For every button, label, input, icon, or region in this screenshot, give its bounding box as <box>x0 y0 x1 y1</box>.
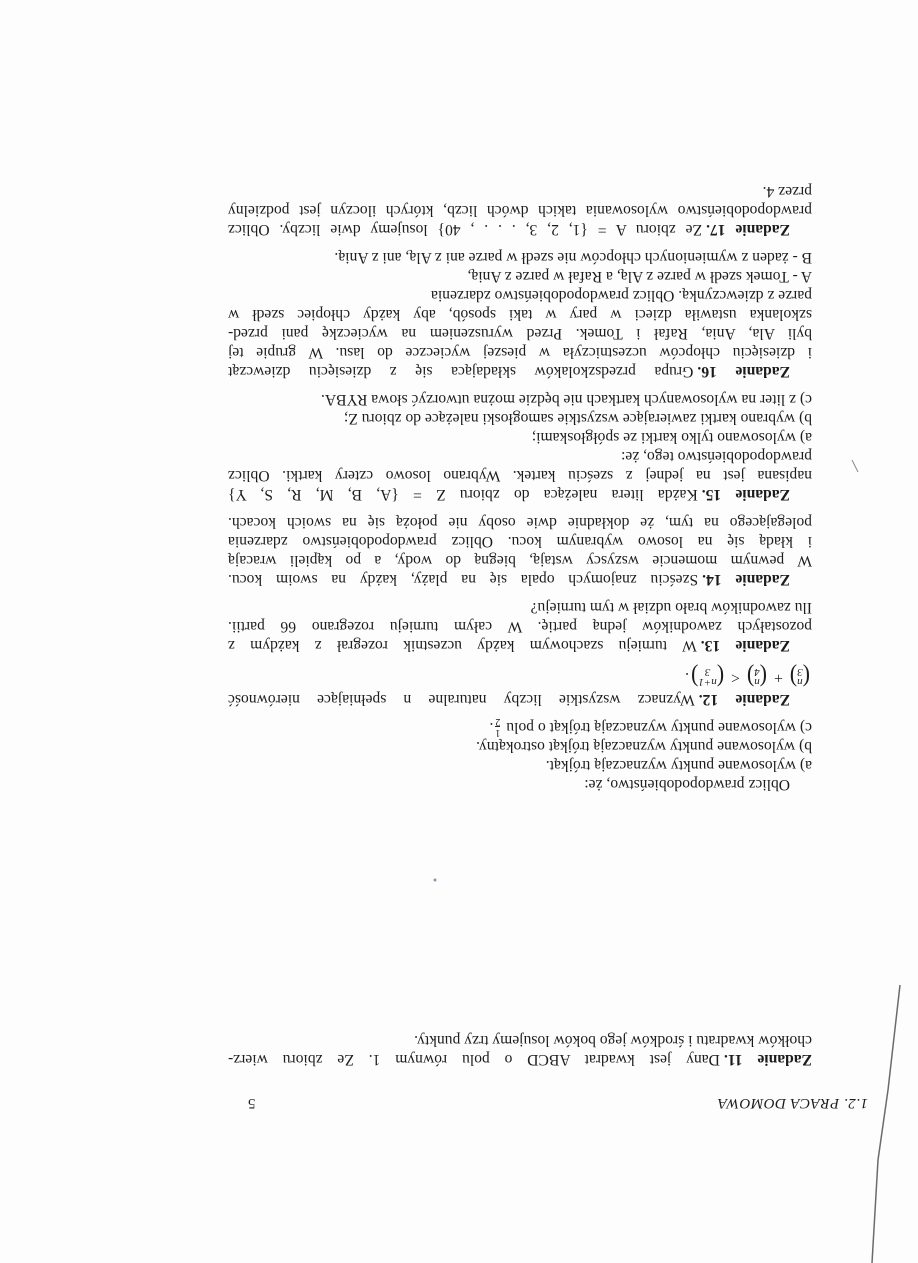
task-line: byli Ala, Ania, Rafał i Tomek. Przed wyruszeniem na wycieczkę pani przed- <box>228 325 812 342</box>
task-line: chołków kwadratu i środków jego boków losujemy trzy punkty. <box>414 1032 812 1049</box>
task-14 <box>228 513 812 589</box>
fraction-denominator: 2 <box>495 716 501 727</box>
section-title: 1.2. PRACA DOMOWA <box>717 1095 868 1111</box>
task-line: W pewnym momencie wszyscy wstają, biegną do wody, a po kąpieli wracają <box>228 552 812 569</box>
task-label: Zadanie 14. <box>702 571 790 588</box>
task-text: Wyznacz wszystkie liczby naturalne n spełniające nierówność <box>227 691 695 708</box>
task-line: B - żaden z wymienionych chłopców nie szedł w parze ani z Alą, ani z Anią. <box>334 249 812 266</box>
task-line: pozostałych zawodników jedną partię. W całym turnieju rozegrano 66 partii. <box>228 618 812 635</box>
task-line: a) wylosowane punkty wyznaczają trójkąt. <box>545 757 812 774</box>
running-header <box>248 1091 868 1111</box>
task-text: Sześciu znajomych opala się na plaży, każdy na swoim kocu. <box>228 571 699 588</box>
task-16 <box>228 248 812 381</box>
binom-top: n <box>754 676 760 688</box>
task-text: Każda litera należąca do zbioru Z = {A, B, M, R, S, Y} <box>228 486 698 503</box>
task-line: b) wybrano kartki zawierające wszystkie samogłoski należące do zbioru Z; <box>343 410 812 427</box>
task-line: c) z liter na wylosowanych kartkach nie będzie można utworzyć słowa RYBA. <box>320 391 812 408</box>
task-line: i kładą się na losowo wybranym kocu. Oblicz prawdopodobieństwo zdarzenia <box>228 533 812 550</box>
task-line: Ilu zawodników brało udział w tym turnieju? <box>530 599 812 616</box>
task-13 <box>228 598 812 655</box>
task-line <box>228 1050 812 1069</box>
task-line <box>228 570 812 589</box>
task-text: Grupa przedszkolaków składająca się z dziesięciu dziewcząt <box>228 363 694 380</box>
binom-bottom: 4 <box>754 666 760 678</box>
task-line: przez 4. <box>762 183 812 200</box>
task-label: Zadanie 15. <box>701 486 790 503</box>
binom-bottom: 3 <box>797 666 803 678</box>
task-label: Zadanie 12. <box>698 691 790 708</box>
punctuation: . <box>489 718 494 736</box>
task-line <box>228 690 812 709</box>
task-15 <box>228 390 812 504</box>
punctuation: . <box>685 669 689 686</box>
task-17 <box>228 182 812 239</box>
fraction-numerator: 1 <box>495 727 501 738</box>
task-line <box>228 220 812 239</box>
task-line: a) wylosowano tylko kartki ze spółgłoskami; <box>531 429 812 446</box>
tasks-column <box>228 182 812 794</box>
task-line: prawdopodobieństwo tego, że: <box>621 448 812 465</box>
inequality-formula <box>228 664 812 690</box>
task-11-questions <box>228 718 812 794</box>
fraction <box>495 716 500 737</box>
task-line: prawdopodobieństwo wylosowania takich dwóch liczb, których iloczyn jest podzielny <box>228 202 812 219</box>
operator: + <box>774 669 783 686</box>
binom-top: n <box>797 676 803 688</box>
task-line: napisana jest na jednej z sześciu kartek. Wybrano losowo cztery kartki. Oblicz <box>228 467 812 484</box>
task-line: szkolanka ustawiła dzieci w pary w taki sposób, aby każdy chłopiec szedł w <box>228 306 812 323</box>
task-text: Dany jest kwadrat ABCD o polu równym 1. Ze zbioru wierz- <box>228 1051 720 1068</box>
binomial: ( n+1 3 ) <box>691 663 725 692</box>
task-text: c) wylosowane punkty wyznaczają trójkąt o polu <box>506 718 812 736</box>
task-line: i dziesięciu chłopców uczestniczyła w pieszej wycieczce do lasu. W grupie tej <box>228 344 812 361</box>
binomial: ( n 4 ) <box>746 663 768 692</box>
task-line: parze z dziewczynką. Oblicz prawdopodobieństwo zdarzenia <box>430 287 812 304</box>
operator: < <box>731 669 740 686</box>
task-text: Ze zbioru A = {1, 2, 3, . . . , 40} losujemy dwie liczby. Oblicz <box>228 221 703 238</box>
page-number: 5 <box>248 1095 256 1111</box>
task-label: Zadanie 16. <box>697 363 790 380</box>
task-label: Zadanie 11. <box>723 1051 812 1068</box>
task-line: b) wylosowane punkty wyznaczają trójkąt ostrokątny. <box>476 738 812 755</box>
task-text: W turnieju szachowym każdy uczestnik rozegrał z każdym z <box>228 637 697 654</box>
task-line <box>228 718 812 737</box>
task-line <box>228 485 812 504</box>
binom-bottom: 3 <box>704 666 711 678</box>
task-label: Zadanie 17. <box>706 221 790 238</box>
task-11 <box>228 1031 812 1069</box>
binomial: ( n 3 ) <box>789 663 810 692</box>
task-line: A - Tomek szedł w parze z Alą, a Rafał w parze z Anią, <box>467 268 812 285</box>
task-line <box>228 636 812 655</box>
task-line <box>228 362 812 381</box>
task-line: polegającego na tym, że dokładnie dwie osoby nie położą się na swoich kocach. <box>228 514 812 531</box>
task-line: Oblicz prawdopodobieństwo, że: <box>584 776 790 793</box>
task-label: Zadanie 13. <box>700 637 790 654</box>
task-12 <box>228 664 812 709</box>
binom-top: n+1 <box>698 676 717 688</box>
